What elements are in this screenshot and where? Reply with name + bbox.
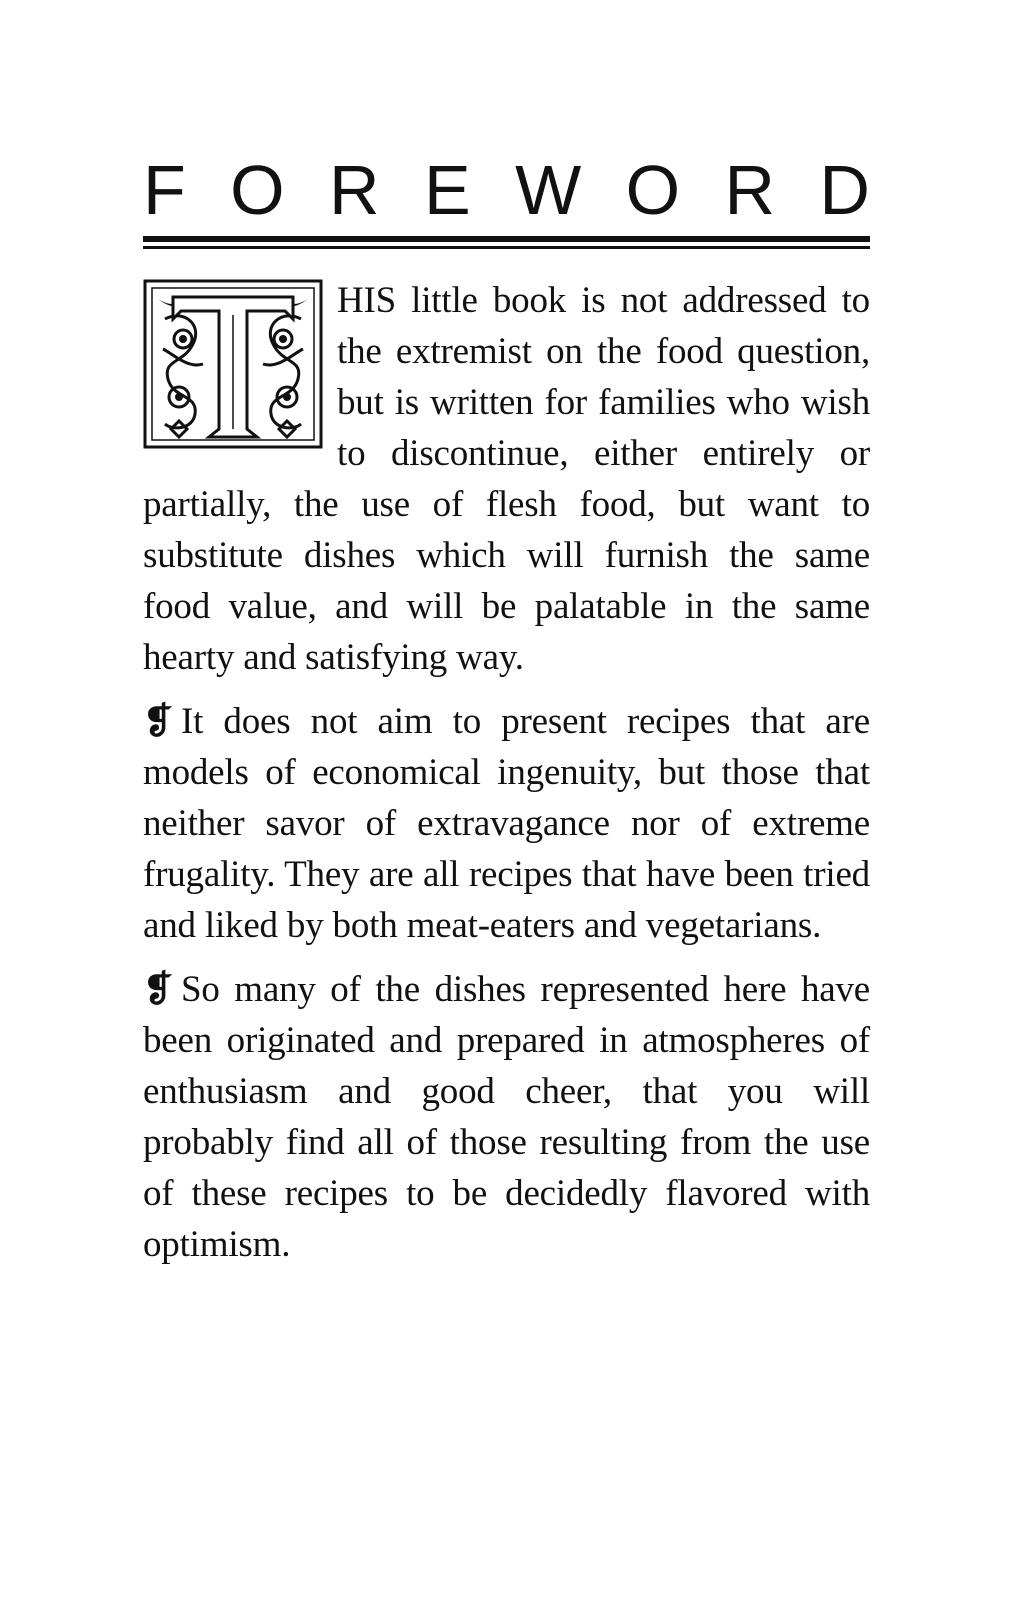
title-rule-thin [143, 246, 870, 249]
paragraph-1 [143, 275, 870, 683]
title-rule-thick [143, 236, 870, 242]
paragraph-text: It does not aim to present recipes that are models of economical ingenuity, but those that neither savor of extravagance nor of extreme frugality. They are all recipes that have been tried and liked by both meat-eaters and vegetarians. [143, 701, 870, 946]
paragraph-text: HIS little book is not addressed to the extremist on the food question, but is written for families who wish to discontinue, either entirely or partially, the use of flesh food, but want to substitute dishes which will furnish the same food value, and will be palatable in the same hearty and satisfying way. [143, 280, 870, 678]
page-title [143, 150, 870, 232]
paragraph-mark-icon: ❡ [143, 700, 173, 742]
paragraph-3 [143, 964, 870, 1270]
title-letter: R [724, 151, 776, 229]
paragraph-mark-icon: ❡ [143, 968, 173, 1010]
title-letter: O [625, 151, 681, 229]
paragraph-text: So many of the dishes represented here have been originated and prepared in atmospheres of enthusiasm and good cheer, that you will probably find all of those resulting from the use of these recipes to be decidedly flavored with optimism. [143, 969, 870, 1265]
title-letter: F [143, 151, 186, 229]
title-letter: D [819, 151, 870, 229]
ornamental-dropcap-icon [143, 279, 323, 451]
title-letter: W [515, 151, 582, 229]
foreword-page [143, 150, 870, 1270]
title-letter: E [424, 151, 471, 229]
title-letter: R [329, 151, 380, 229]
paragraph-2 [143, 696, 870, 951]
title-letter: O [230, 151, 285, 229]
